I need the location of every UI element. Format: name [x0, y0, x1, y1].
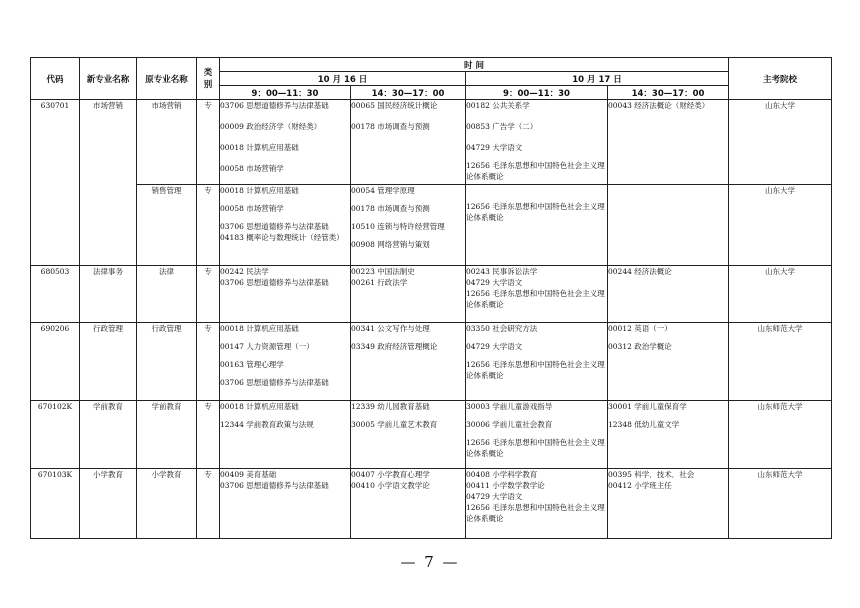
old-major-name: 销售管理 [137, 185, 197, 266]
course: 00407 小学教育心理学 [351, 470, 430, 479]
course: 00058 市场营销学 [220, 164, 284, 173]
oct16-afternoon-courses [351, 401, 466, 469]
course: 12656 毛泽东思想和中国特色社会主义理论体系概论 [466, 289, 605, 309]
header-new-major: 新专业名称 [80, 58, 137, 100]
header-old-major: 原专业名称 [137, 58, 197, 100]
course: 00395 科学．技术．社会 [608, 470, 695, 479]
oct16-afternoon-courses [351, 323, 466, 401]
exam-school: 山东师范大学 [729, 401, 832, 469]
course: 00908 网络营销与策划 [351, 240, 430, 249]
course: 12656 毛泽东思想和中国特色社会主义理论体系概论 [466, 161, 605, 181]
course: 12656 毛泽东思想和中国特色社会主义理论体系概论 [466, 202, 605, 222]
course: 00018 计算机应用基础 [220, 324, 299, 333]
major-code: 630701 [31, 100, 80, 266]
course: 04729 大学语文 [466, 342, 523, 351]
category: 专 [197, 185, 220, 266]
course: 00058 市场营销学 [220, 204, 284, 213]
header-date-oct16: 10 月 16 日 [220, 72, 466, 86]
old-major-name: 市场营销 [137, 100, 197, 185]
old-major-name: 法律 [137, 266, 197, 323]
course: 00012 英语（一） [608, 324, 672, 333]
oct17-morning-courses [466, 469, 608, 539]
oct16-morning-courses [220, 100, 351, 185]
course: 03706 思想道德修养与法律基础 [220, 278, 329, 287]
course: 00243 民事诉讼法学 [466, 267, 538, 276]
table-row [31, 185, 832, 266]
course: 00163 管理心理学 [220, 360, 284, 369]
exam-school: 山东大学 [729, 100, 832, 185]
header-time: 时 间 [220, 58, 729, 72]
oct16-morning-courses [220, 469, 351, 539]
header-school: 主考院校 [729, 58, 832, 100]
course: 00178 市场调查与预测 [351, 122, 430, 131]
course: 00411 小学数学教学论 [466, 481, 545, 490]
course: 03706 思想道德修养与法律基础 [220, 481, 329, 490]
oct16-morning-courses [220, 185, 351, 266]
course: 30003 学前儿童游戏指导 [466, 402, 553, 411]
course: 00409 美育基础 [220, 470, 277, 479]
major-code: 670103K [31, 469, 80, 539]
old-major-name: 行政管理 [137, 323, 197, 401]
header-date-oct17: 10 月 17 日 [466, 72, 729, 86]
oct16-afternoon-courses [351, 469, 466, 539]
table-row [31, 100, 832, 185]
oct16-morning-courses [220, 323, 351, 401]
oct16-afternoon-courses [351, 100, 466, 185]
category: 专 [197, 323, 220, 401]
course: 00312 政治学概论 [608, 342, 672, 351]
course: 12348 低幼儿童文学 [608, 420, 680, 429]
category: 专 [197, 266, 220, 323]
category: 专 [197, 469, 220, 539]
oct17-afternoon-courses [608, 401, 729, 469]
header-oct17-afternoon: 14：30—17：00 [608, 86, 729, 100]
new-major-name: 小学教育 [80, 469, 137, 539]
course: 04729 大学语文 [466, 143, 523, 152]
major-code: 690206 [31, 323, 80, 401]
oct17-afternoon-courses [608, 185, 729, 266]
course: 03706 思想道德修养与法律基础 [220, 378, 329, 387]
course: 00412 小学班主任 [608, 481, 672, 490]
header-oct16-morning: 9：00—11：30 [220, 86, 351, 100]
course: 00853 广告学（二） [466, 122, 538, 131]
course: 04183 概率论与数理统计（经管类） [220, 233, 344, 242]
old-major-name: 学前教育 [137, 401, 197, 469]
course: 03350 社会研究方法 [466, 324, 538, 333]
oct16-afternoon-courses [351, 266, 466, 323]
oct17-afternoon-courses [608, 266, 729, 323]
oct16-morning-courses [220, 401, 351, 469]
oct17-afternoon-courses [608, 469, 729, 539]
course: 00242 民法学 [220, 267, 269, 276]
oct17-morning-courses [466, 266, 608, 323]
header-oct16-afternoon: 14：30—17：00 [351, 86, 466, 100]
table-row [31, 266, 832, 323]
course: 30001 学前儿童保育学 [608, 402, 687, 411]
course: 00341 公文写作与处理 [351, 324, 430, 333]
course: 03706 思想道德修养与法律基础 [220, 101, 329, 110]
header-category: 类 别 [197, 58, 220, 100]
exam-school: 山东师范大学 [729, 323, 832, 401]
new-major-name: 学前教育 [80, 401, 137, 469]
exam-school: 山东大学 [729, 266, 832, 323]
course: 00018 计算机应用基础 [220, 402, 299, 411]
course: 04729 大学语文 [466, 278, 523, 287]
table-row [31, 323, 832, 401]
course: 00244 经济法概论 [608, 267, 672, 276]
oct16-afternoon-courses [351, 185, 466, 266]
course: 00408 小学科学教育 [466, 470, 538, 479]
header-oct17-morning: 9：00—11：30 [466, 86, 608, 100]
exam-school: 山东师范大学 [729, 469, 832, 539]
course: 00178 市场调查与预测 [351, 204, 430, 213]
category: 专 [197, 401, 220, 469]
course: 12344 学前教育政策与法规 [220, 420, 314, 429]
course: 30005 学前儿童艺术教育 [351, 420, 438, 429]
course: 10510 连锁与特许经营管理 [351, 222, 445, 231]
page-number: — 7 — [400, 553, 460, 571]
oct17-afternoon-courses [608, 100, 729, 185]
course: 00410 小学语文教学论 [351, 481, 430, 490]
course: 00261 行政法学 [351, 278, 408, 287]
course: 00018 计算机应用基础 [220, 143, 299, 152]
table-row [31, 401, 832, 469]
old-major-name: 小学教育 [137, 469, 197, 539]
course: 00009 政治经济学（财经类） [220, 122, 322, 131]
course: 12656 毛泽东思想和中国特色社会主义理论体系概论 [466, 503, 605, 523]
new-major-name: 行政管理 [80, 323, 137, 401]
category: 专 [197, 100, 220, 185]
oct17-morning-courses [466, 185, 608, 266]
course: 00065 国民经济统计概论 [351, 101, 438, 110]
oct17-morning-courses [466, 100, 608, 185]
oct16-morning-courses [220, 266, 351, 323]
oct17-morning-courses [466, 323, 608, 401]
course: 12656 毛泽东思想和中国特色社会主义理论体系概论 [466, 438, 605, 458]
course: 00018 计算机应用基础 [220, 186, 299, 195]
course: 12656 毛泽东思想和中国特色社会主义理论体系概论 [466, 360, 605, 380]
course: 00043 经济法概论（财经类） [608, 101, 710, 110]
header-code: 代码 [31, 58, 80, 100]
exam-school: 山东大学 [729, 185, 832, 266]
new-major-name: 市场营销 [80, 100, 137, 266]
exam-schedule-table [30, 57, 832, 539]
oct17-afternoon-courses [608, 323, 729, 401]
course: 00182 公共关系学 [466, 101, 530, 110]
oct17-morning-courses [466, 401, 608, 469]
major-code: 680503 [31, 266, 80, 323]
course: 12339 幼儿园教育基础 [351, 402, 430, 411]
course: 03349 政府经济管理概论 [351, 342, 438, 351]
course: 04729 大学语文 [466, 492, 523, 501]
course: 00223 中国法制史 [351, 267, 415, 276]
major-code: 670102K [31, 401, 80, 469]
course: 30006 学前儿童社会教育 [466, 420, 553, 429]
table-row [31, 469, 832, 539]
course: 03706 思想道德修养与法律基础 [220, 222, 329, 231]
course: 00147 人力资源管理（一） [220, 342, 314, 351]
course: 00054 管理学原理 [351, 186, 415, 195]
new-major-name: 法律事务 [80, 266, 137, 323]
